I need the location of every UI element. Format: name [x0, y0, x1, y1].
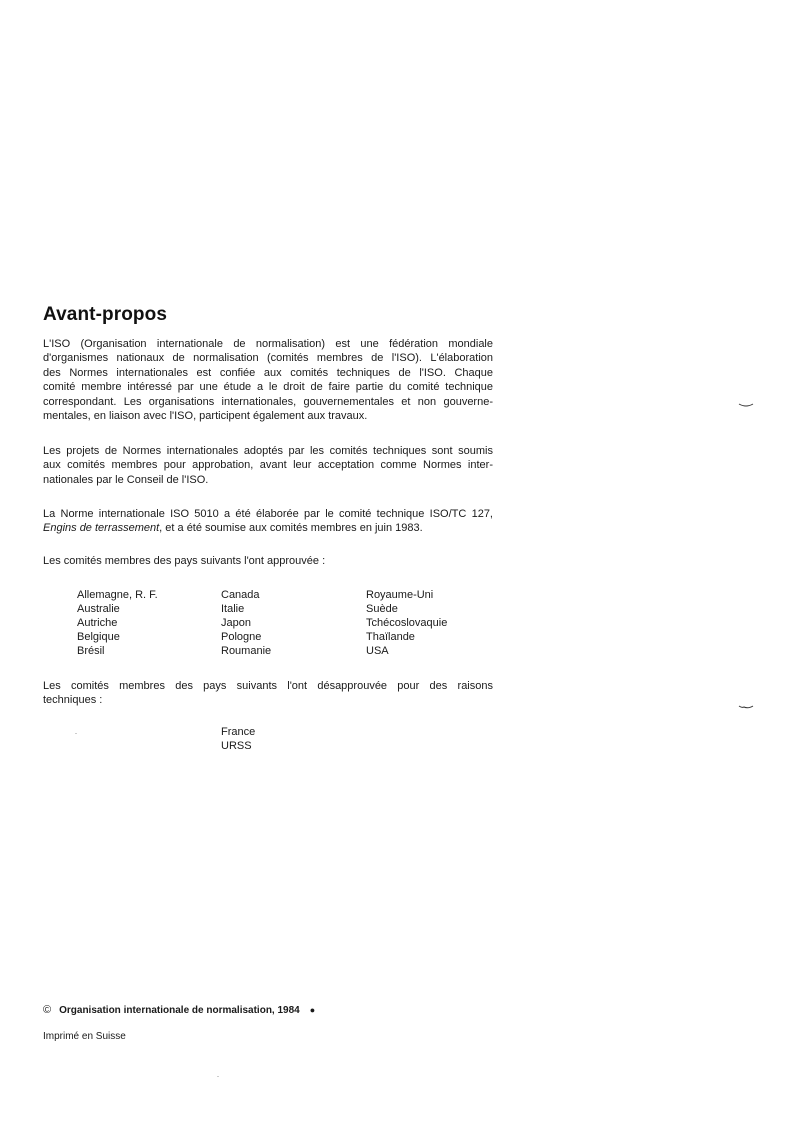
- text-line: d'organismes nationaux de normalisation (comités membres de l'ISO). L'élaboration: [43, 352, 493, 365]
- printed-in: Imprimé en Suisse: [43, 1031, 126, 1042]
- page-title: Avant-propos: [43, 304, 167, 325]
- text-line: techniques :: [43, 694, 103, 707]
- country-item: USA: [366, 645, 389, 657]
- text-line: des Normes internationales est confiée aux comités techniques de l'ISO. Chaque: [43, 366, 493, 379]
- approval-intro: [43, 554, 493, 568]
- foreword-paragraph-standard-origin: [43, 507, 493, 536]
- country-item: Roumanie: [221, 645, 272, 657]
- text-line: Les projets de Normes internationales adoptés par les comités techniques sont soumis: [43, 445, 493, 457]
- country-item: Royaume-Uni: [366, 589, 434, 601]
- foreword-paragraph-approval-process: [43, 444, 493, 487]
- country-item: Italie: [221, 603, 245, 615]
- bullet-icon: ●: [309, 1005, 316, 1015]
- country-item: Canada: [221, 589, 260, 601]
- text-line: aux comités membres pour approbation, avant leur acceptation comme Normes inter-: [43, 459, 493, 472]
- countries-column-2: [221, 588, 271, 658]
- copyright-line: [43, 1004, 315, 1016]
- scan-speck: [217, 1076, 219, 1077]
- country-item: Brésil: [77, 645, 105, 657]
- countries-column-3: [366, 588, 447, 658]
- margin-mark-icon: [738, 402, 754, 408]
- country-item: Australie: [77, 603, 120, 615]
- country-item: France: [221, 726, 256, 738]
- country-item: Allemagne, R. F.: [77, 589, 158, 601]
- country-item: Tchécoslovaquie: [366, 617, 448, 629]
- copyright-symbol: ©: [43, 1004, 52, 1016]
- text-line: [43, 521, 493, 535]
- committee-title: Engins de terrassement: [43, 522, 160, 535]
- text-line: Les comités membres des pays suivants l'ont désapprouvée pour des raisons: [43, 680, 493, 692]
- country-item: Autriche: [77, 617, 118, 629]
- text-line: L'ISO (Organisation internationale de normalisation) est une fédération mondiale: [43, 338, 493, 350]
- text-line: La Norme internationale ISO 5010 a été élaborée par le comité technique ISO/TC 127,: [43, 508, 493, 520]
- text-line: mentales, en liaison avec l'ISO, participent également aux travaux.: [43, 410, 368, 423]
- text-fragment: , et a été soumise aux comités membres en juin 1983.: [159, 522, 423, 535]
- country-item: Japon: [221, 617, 251, 629]
- copyright-text: Organisation internationale de normalisation, 1984: [59, 1005, 300, 1016]
- countries-column-1: [77, 588, 158, 658]
- country-item: Belgique: [77, 631, 120, 643]
- country-item: Suède: [366, 603, 398, 615]
- scan-speck: [75, 733, 77, 734]
- text-line: Les comités membres des pays suivants l'ont approuvée :: [43, 555, 326, 567]
- country-item: URSS: [221, 740, 252, 752]
- text-line: correspondant. Les organisations internationales, gouvernementales et non gouverne-: [43, 395, 493, 408]
- margin-mark-icon: [738, 705, 754, 711]
- disapproving-countries-list: [221, 725, 255, 753]
- text-line: nationales par le Conseil de l'ISO.: [43, 473, 209, 486]
- disapproval-intro: [43, 679, 493, 708]
- country-item: Thaïlande: [366, 631, 415, 643]
- country-item: Pologne: [221, 631, 262, 643]
- text-line: comité membre intéressé par une étude a le droit de faire partie du comité technique: [43, 381, 493, 394]
- foreword-paragraph-iso: [43, 337, 493, 423]
